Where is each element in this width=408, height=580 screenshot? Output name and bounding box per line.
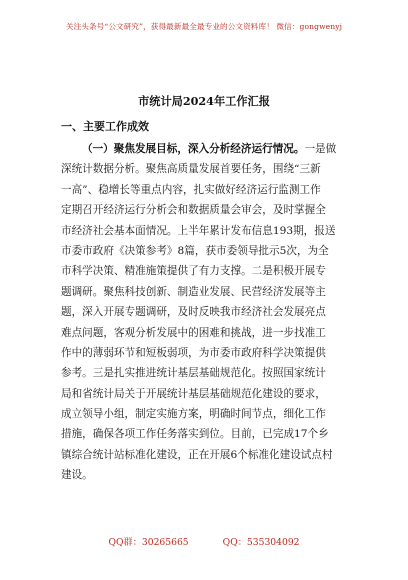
paragraph-line: 作中的薄弱环节和短板弱项，为市委市政府科学决策提供 [61,346,326,359]
paragraph-lead-bold: （一）聚焦发展目标，深入分析经济运行情况。 [82,143,305,155]
qq-number-label: QQ：535304092 [222,537,300,548]
paragraph-line: 措施，确保各项工作任务落实到位。目前，已完成17个乡 [61,428,329,441]
section-heading: 一、主要工作成效 [61,120,149,133]
body-paragraph [61,139,353,486]
paragraph-line [61,139,353,159]
paragraph-line-text: 一是做 [304,143,337,155]
qq-group-label: QQ群：30265665 [108,537,189,548]
paragraph-line: 建设。 [61,469,93,482]
paragraph-line: 一高”、稳增长等重点内容，扎实做好经济运行监测工作 [61,183,321,196]
paragraph-line: 市经济社会基本面情况。上半年累计发布信息193期，报送 [61,224,336,237]
paragraph-line: 深统计数据分析。聚焦高质量发展首要任务，围绕“三新 [61,163,321,176]
document-title: 市统计局2024年工作汇报 [138,94,270,108]
header-promo-note: 关注头条号“公文研究”，获得最新最全最专业的公文资料库！ 微信：gongwenyj [65,22,343,31]
paragraph-line: 题，深入开展专题调研，及时反映我市经济社会发展亮点 [61,306,326,319]
paragraph-line: 难点问题，客观分析发展中的困难和挑战，进一步找准工 [61,326,326,339]
paragraph-line: 局和省统计局关于开展统计基层基础规范化建设的要求， [61,387,326,400]
paragraph-line: 参考。三是扎实推进统计基层基础规范化。按照国家统计 [61,367,326,380]
paragraph-line: 镇综合统计站标准化建设，正在开展6个标准化建设试点村 [61,448,333,461]
footer-contact [0,534,408,548]
paragraph-line: 市委市政府《决策参考》8篇，获市委领导批示5次，为全 [61,244,329,257]
paragraph-line: 题调研。聚焦科技创新、制造业发展、民营经济发展等主 [61,285,326,298]
paragraph-line: 市科学决策、精准施策提供了有力支撑。二是积极开展专 [61,265,326,278]
paragraph-line: 定期召开经济运行分析会和数据质量会审会，及时掌握全 [61,204,326,217]
paragraph-line: 成立领导小组，制定实施方案，明确时间节点，细化工作 [61,408,326,421]
